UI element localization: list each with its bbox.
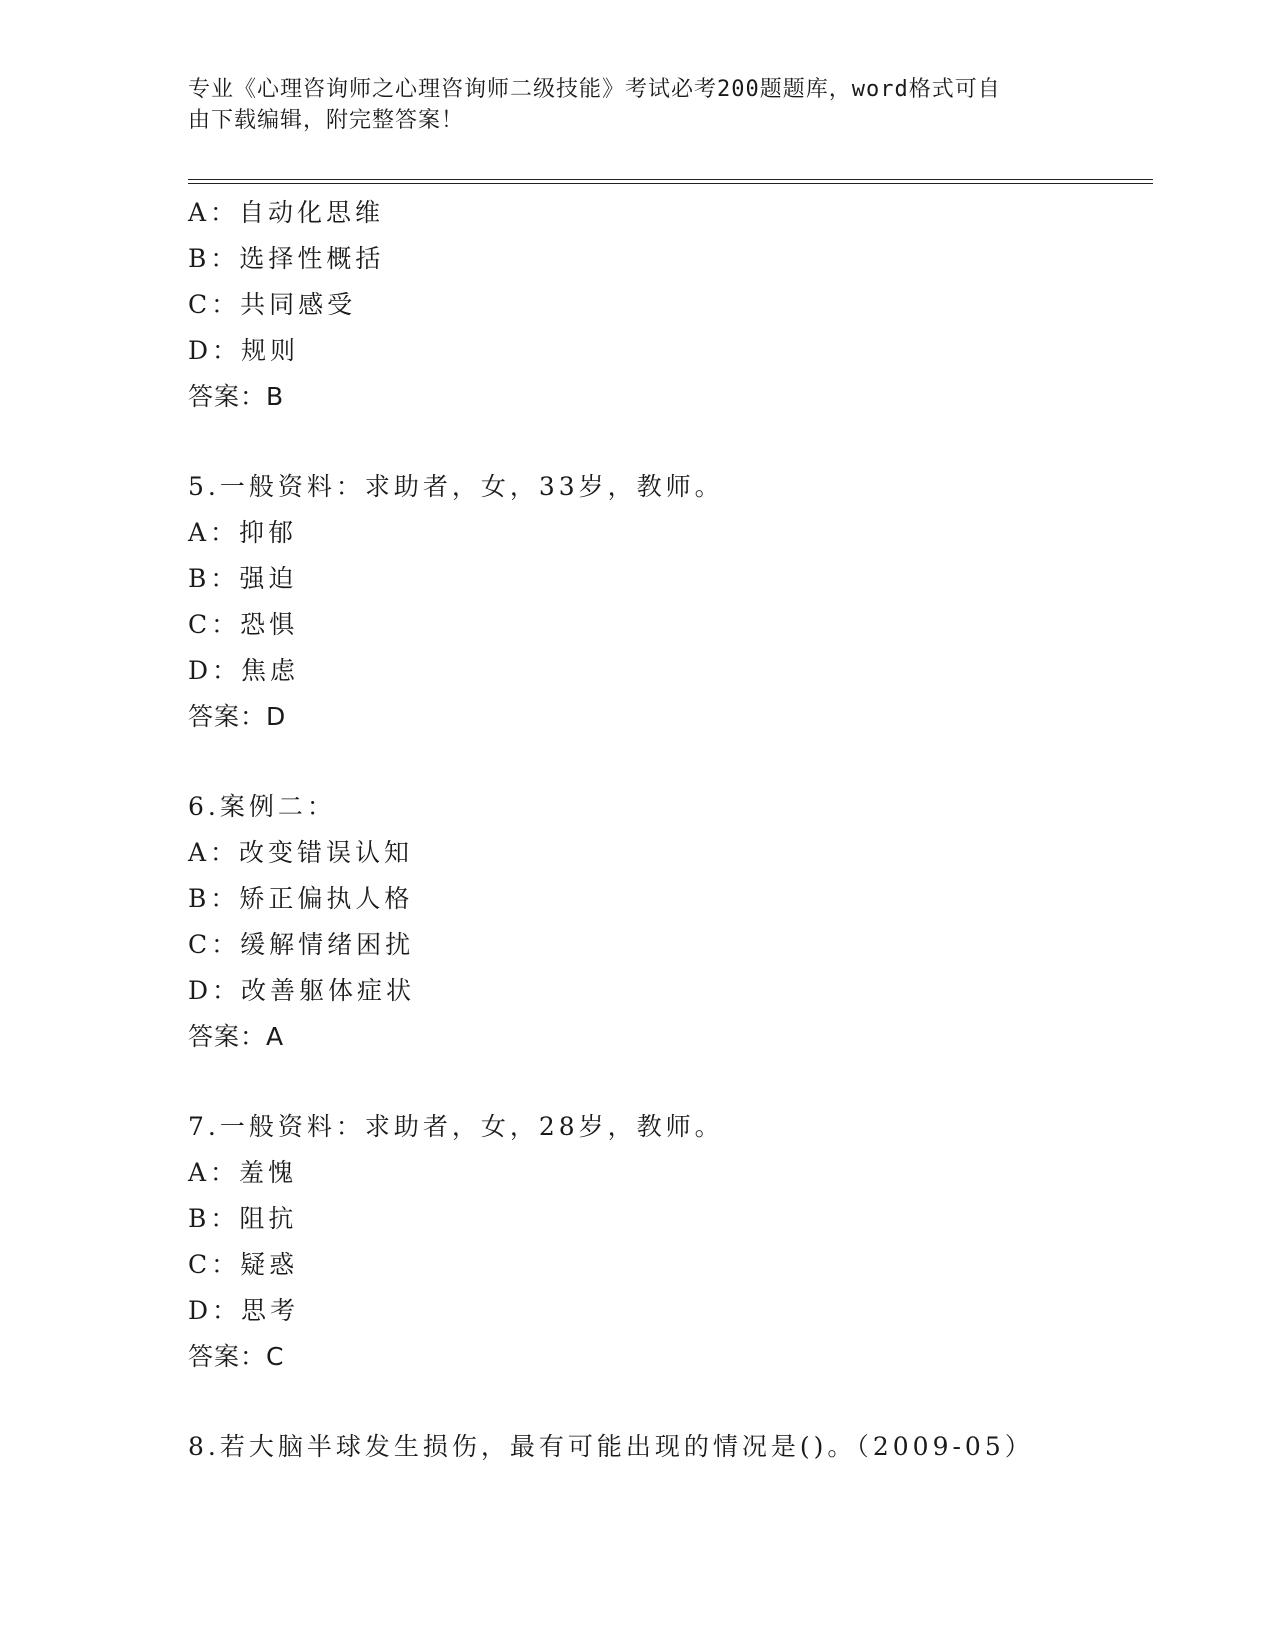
question-4 (188, 190, 1148, 420)
header-line-2: 由下载编辑，附完整答案！ (188, 108, 465, 133)
answer: 答案：A (188, 1022, 285, 1051)
question-5 (188, 464, 1148, 740)
option-c: C：疑惑 (188, 1250, 299, 1279)
option-c: C：恐惧 (188, 610, 299, 639)
question-6 (188, 784, 1148, 1060)
question-8 (188, 1424, 1148, 1470)
question-7 (188, 1104, 1148, 1380)
option-d: D：思考 (188, 1296, 300, 1325)
question-text: 6.案例二： (188, 792, 336, 821)
option-a: A：抑郁 (188, 518, 298, 547)
option-a: A：改变错误认知 (188, 838, 414, 867)
header-line-1: 专业《心理咨询师之心理咨询师二级技能》考试必考200题题库，word格式可自 (188, 77, 1001, 102)
option-d: D：改善躯体症状 (188, 976, 416, 1005)
option-d: D：规则 (188, 336, 300, 365)
header-divider-top (188, 179, 1153, 180)
option-b: B：选择性概括 (188, 244, 385, 273)
document-header (188, 74, 1068, 136)
option-c: C：共同感受 (188, 290, 357, 319)
question-text: 8.若大脑半球发生损伤，最有可能出现的情况是()。（2009-05） (188, 1432, 1034, 1461)
question-text: 7.一般资料：求助者，女，28岁，教师。 (188, 1112, 724, 1141)
option-d: D：焦虑 (188, 656, 300, 685)
question-text: 5.一般资料：求助者，女，33岁，教师。 (188, 472, 724, 501)
option-a: A：羞愧 (188, 1158, 298, 1187)
answer: 答案：C (188, 1342, 285, 1371)
header-divider-bottom (188, 183, 1153, 184)
answer: 答案：B (188, 382, 285, 411)
option-b: B：阻抗 (188, 1204, 298, 1233)
option-b: B：矫正偏执人格 (188, 884, 414, 913)
option-a: A：自动化思维 (188, 198, 385, 227)
option-c: C：缓解情绪困扰 (188, 930, 415, 959)
option-b: B：强迫 (188, 564, 298, 593)
answer: 答案：D (188, 702, 287, 731)
question-list (188, 190, 1148, 1470)
